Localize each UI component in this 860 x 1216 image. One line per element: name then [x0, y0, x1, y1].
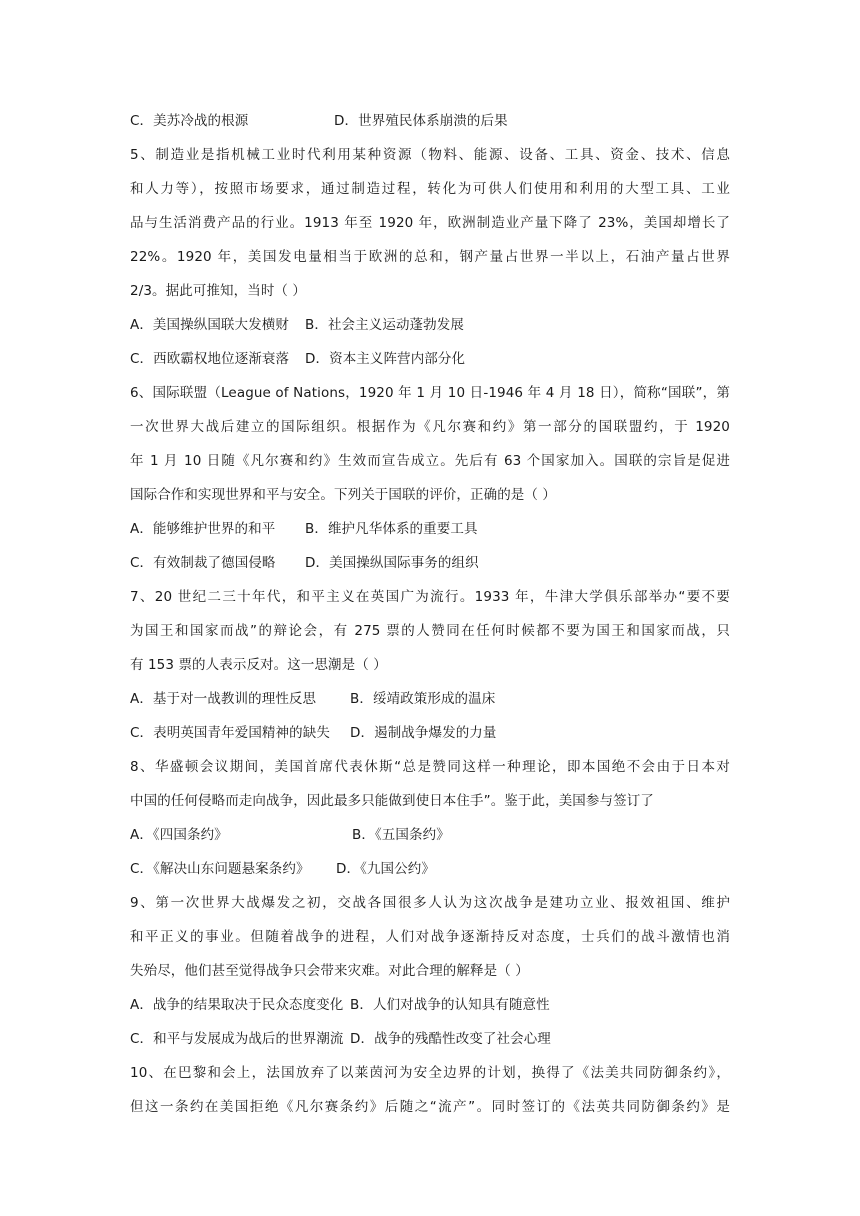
- option-d: D．战争的残酷性改变了社会心理: [350, 1031, 551, 1047]
- question-5-options-row: [130, 342, 730, 376]
- option-b: B．人们对战争的认知具有随意性: [350, 997, 550, 1013]
- option-b: B．社会主义运动蓬勃发展: [305, 317, 464, 333]
- question-10-line: 但这一条约在美国拒绝《凡尔赛条约》后随之“流产”。同时签订的《法英共同防御条约》是: [130, 1099, 730, 1115]
- question-6-line: 国际合作和实现世界和平与安全。下列关于国联的评价，正确的是（ ）: [130, 487, 556, 503]
- question-5-line: 品与生活消费产品的行业。1913 年至 1920 年，欧洲制造业产量下降了 23%，美国却增长了: [130, 215, 730, 231]
- question-7-line: 7、20 世纪二三十年代，和平主义在英国广为流行。1933 年，牛津大学俱乐部举办“要不要: [130, 589, 730, 605]
- question-5-line: 22%。1920 年，美国发电量相当于欧洲的总和，钢产量占世界一半以上，石油产量占世界: [130, 249, 730, 265]
- option-c: C．有效制裁了德国侵略: [130, 555, 276, 571]
- question-5-line: 2/3。据此可推知，当时（ ）: [130, 283, 307, 299]
- option-c: C．和平与发展成为战后的世界潮流: [130, 1031, 344, 1047]
- question-9-options-row: [130, 1022, 730, 1056]
- option-a: A．战争的结果取决于民众态度变化: [130, 997, 344, 1013]
- question-8-line: 8、华盛顿会议期间，美国首席代表休斯“总是赞同这样一种理论，即本国绝不会由于日本对: [130, 759, 730, 775]
- question-7-line: 为国王和国家而战”的辩论会，有 275 票的人赞同在任何时候都不要为国王和国家而战，只: [130, 623, 730, 639]
- option-a: A．美国操纵国联大发横财: [130, 317, 289, 333]
- option-b: B．绥靖政策形成的温床: [350, 691, 496, 707]
- question-9-line: 9、第一次世界大战爆发之初，交战各国很多人认为这次战争是建功立业、报效祖国、维护: [130, 895, 730, 911]
- option-d: D．《九国公约》: [336, 861, 435, 877]
- option-c: C．表明英国青年爱国精神的缺失: [130, 725, 330, 741]
- option-a: A．能够维护世界的和平: [130, 521, 276, 537]
- question-7-line: 有 153 票的人表示反对。这一思潮是（ ）: [130, 657, 387, 673]
- question-6-line: 一次世界大战后建立的国际组织。根据作为《凡尔赛和约》第一部分的国联盟约，于 1920: [130, 419, 730, 435]
- question-8-line: 中国的任何侵略而走向战争，因此最多只能做到使日本住手”。鉴于此，美国参与签订了: [130, 793, 654, 809]
- question-5-options-row: [130, 308, 730, 342]
- question-7-options-row: [130, 682, 730, 716]
- question-8-options-row: [130, 818, 730, 852]
- option-c: C．美苏冷战的根源: [130, 113, 249, 129]
- option-d: D．美国操纵国际事务的组织: [305, 555, 479, 571]
- question-9-line: 和平正义的事业。但随着战争的进程，人们对战争逐渐持反对态度，士兵们的战斗激情也消: [130, 929, 730, 945]
- option-b: B．《五国条约》: [352, 827, 450, 843]
- option-a: A．基于对一战教训的理性反思: [130, 691, 317, 707]
- question-6-options-row: [130, 512, 730, 546]
- option-d: D．资本主义阵营内部分化: [305, 351, 466, 367]
- option-c: C．西欧霸权地位逐渐衰落: [130, 351, 290, 367]
- question-6-line: 年 1 月 10 日随《凡尔赛和约》生效而宣告成立。先后有 63 个国家加入。国联的宗旨是促进: [130, 453, 730, 469]
- question-5-line: 5、制造业是指机械工业时代利用某种资源（物料、能源、设备、工具、资金、技术、信息: [130, 147, 730, 163]
- question-7-options-row: [130, 716, 730, 750]
- option-d: D．世界殖民体系崩溃的后果: [334, 113, 508, 129]
- option-b: B．维护凡华体系的重要工具: [305, 521, 478, 537]
- option-a: A．《四国条约》: [130, 827, 228, 843]
- question-6-options-row: [130, 546, 730, 580]
- question-6-line: 6、国际联盟（League of Nations，1920 年 1 月 10 日-1946 年 4 月 18 日），简称“国联”，第: [130, 385, 730, 401]
- exam-page: [130, 104, 730, 1124]
- question-4-options-row: [130, 104, 730, 138]
- question-9-line: 失殆尽，他们甚至觉得战争只会带来灾难。对此合理的解释是（ ）: [130, 963, 529, 979]
- option-d: D．遏制战争爆发的力量: [350, 725, 497, 741]
- question-8-options-row: [130, 852, 730, 886]
- question-5-line: 和人力等），按照市场要求，通过制造过程，转化为可供人们使用和利用的大型工具、工业: [130, 181, 730, 197]
- question-9-options-row: [130, 988, 730, 1022]
- question-10-line: 10、在巴黎和会上，法国放弃了以莱茵河为安全边界的计划，换得了《法美共同防御条约》，: [130, 1065, 730, 1081]
- option-c: C．《解决山东问题悬案条约》: [130, 861, 310, 877]
